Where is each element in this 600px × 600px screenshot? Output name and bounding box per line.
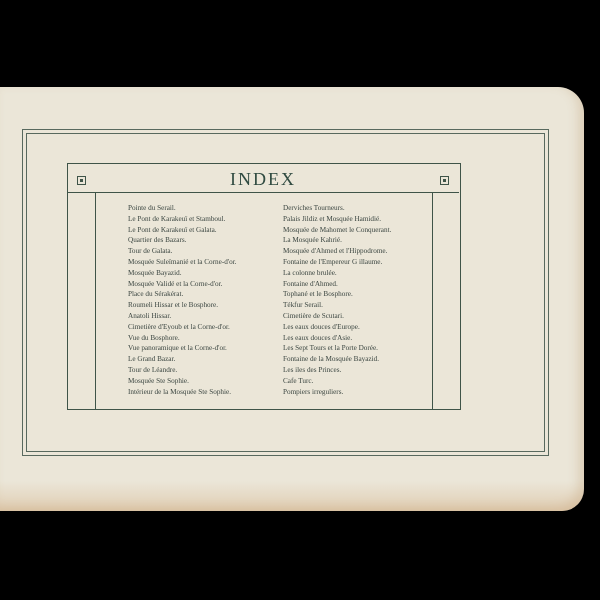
index-entry: Place du Sérakérat. — [128, 290, 184, 299]
index-title: INDEX — [230, 169, 296, 189]
left-margin-rule — [95, 193, 96, 409]
index-entry: Le Pont de Karakeuï et Stamboul. — [128, 214, 226, 223]
index-entry: Vue panoramique et la Corne-d'or. — [128, 344, 227, 353]
index-entry: Cimetière de Scutari. — [283, 311, 344, 320]
index-entry: Tour de Léandre. — [128, 365, 178, 374]
index-entry: Mosquée Validé et la Corne-d'or. — [128, 279, 223, 288]
index-entry: Roumeli Hissar et le Bosphore. — [128, 301, 219, 310]
index-box — [67, 163, 461, 410]
index-entry: Mosquée d'Ahmed et l'Hippodrome. — [283, 247, 388, 256]
index-entry: Tour de Galata. — [128, 247, 173, 256]
index-entry: Les eaux douces d'Asie. — [283, 333, 353, 342]
right-margin-rule — [432, 193, 433, 409]
index-entry: Pointe du Serail. — [128, 204, 176, 212]
index-entry: Mosquée Suleïmanié et la Corne-d'or. — [128, 257, 237, 266]
index-entry: Le Grand Bazar. — [128, 355, 176, 364]
index-entry: Fontaine de l'Empereur G illaume. — [283, 257, 383, 266]
index-entry: Pompiers irreguliers. — [283, 387, 344, 396]
index-entry: Mosquée de Mahomet le Conquerant. — [283, 225, 392, 234]
index-entry: Tophané et le Bosphore. — [283, 290, 353, 299]
index-entry: Vue du Bosphore. — [128, 333, 180, 342]
index-entry: Tékfur Serail. — [283, 301, 323, 310]
index-entry: Mosquée Bayazid. — [128, 268, 182, 277]
index-entry: Les iles des Princes. — [283, 365, 342, 374]
index-entry: Cafe Turc. — [283, 376, 314, 385]
index-entry: Les eaux douces d'Europe. — [283, 322, 360, 331]
index-entry: Les Sept Tours et la Porte Dorée. — [283, 344, 378, 353]
index-entry: La colonne brulée. — [283, 268, 337, 277]
index-entry: Mosquée Ste Sophie. — [128, 376, 189, 385]
index-entry: Fontaine d'Ahmed. — [283, 279, 338, 288]
index-entry: Anatoli Hissar. — [128, 311, 172, 320]
index-entry: La Mosquée Kahrié. — [283, 236, 342, 245]
left-index-column — [128, 203, 236, 397]
right-index-column — [283, 203, 391, 397]
index-entry: Intérieur de la Mosquée Ste Sophie. — [128, 387, 231, 396]
index-entry: Cimetière d'Eyoub et la Corne-d'or. — [128, 322, 230, 331]
index-entry: Fontaine de la Mosquée Bayazid. — [283, 355, 380, 364]
title-divider — [67, 192, 459, 193]
index-entry: Quartier des Bazars. — [128, 236, 187, 245]
index-entry: Le Pont de Karakeuï et Galata. — [128, 225, 217, 234]
index-entry: Palais Jildiz et Mosquée Hamidié. — [283, 214, 382, 223]
index-entry: Derviches Tourneurs. — [283, 204, 345, 212]
